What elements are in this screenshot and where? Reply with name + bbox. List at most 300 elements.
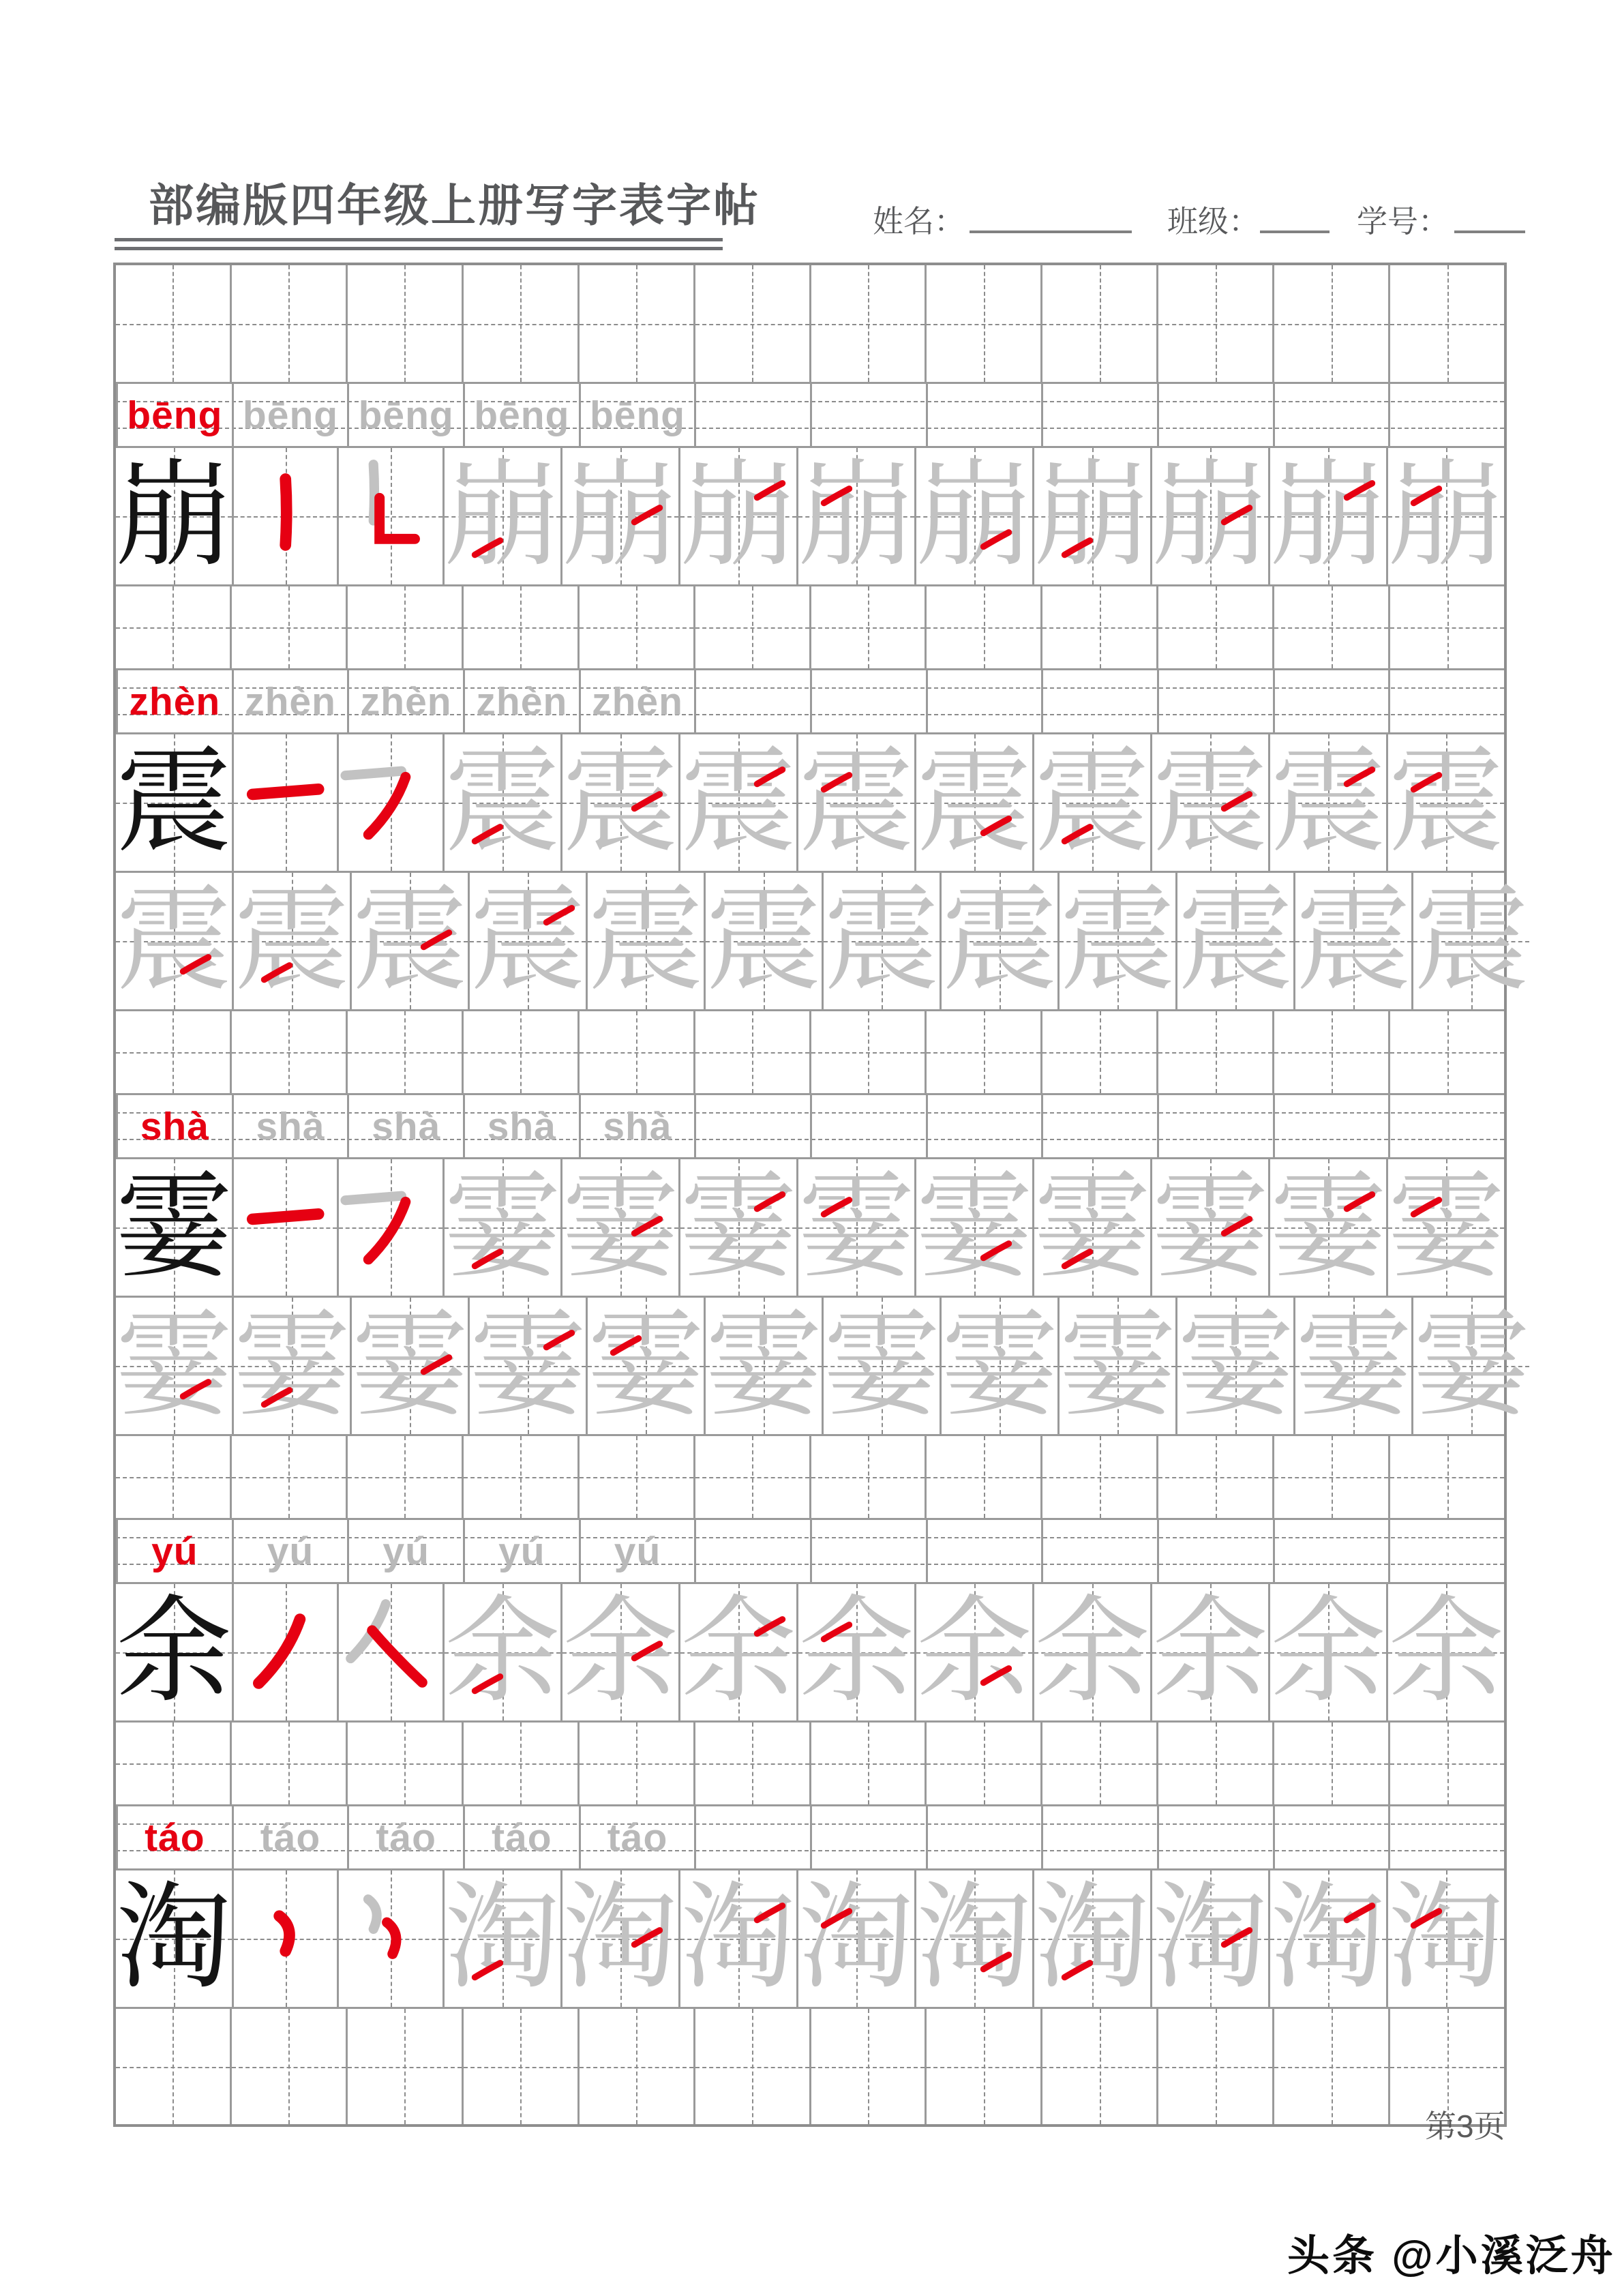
trace-character: 余 [1152, 1588, 1268, 1716]
pinyin-cell-red [116, 670, 232, 732]
partial-character: 淘 [1152, 1875, 1268, 2003]
new-stroke-accent-icon [176, 1369, 215, 1408]
stroke-progress-cell [116, 1298, 232, 1434]
trace-character: 霎 [1060, 1302, 1176, 1430]
grid-row-hanzi [116, 732, 1504, 871]
empty-practice-cell [694, 670, 810, 732]
partial-character: 震 [1387, 739, 1504, 867]
partial-character: 崩 [798, 452, 914, 580]
trace-character: 霎 [824, 1302, 940, 1430]
empty-practice-cell [462, 1011, 577, 1093]
empty-practice-cell [462, 1436, 577, 1518]
empty-practice-cell [1388, 670, 1504, 732]
new-stroke-accent-icon [976, 1230, 1016, 1270]
pinyin-trace-text: bēng [589, 393, 686, 437]
trace-character: 震 [824, 877, 940, 1005]
pinyin-text: bēng [127, 393, 223, 437]
stroke-progress-cell [1268, 448, 1386, 584]
empty-practice-cell [1388, 1520, 1504, 1582]
pinyin-cell-red [116, 1095, 232, 1157]
trace-character-cell [704, 1298, 822, 1434]
partial-character: 震 [1152, 739, 1268, 867]
main-character: 崩 [116, 452, 232, 580]
stroke-progress-cell [1032, 448, 1150, 584]
pinyin-cell-gray [579, 384, 695, 446]
new-stroke-accent-icon [468, 1663, 507, 1703]
stroke-mark-icon [339, 1584, 442, 1720]
grid-row-pinyin [116, 1093, 1504, 1157]
pinyin-cell-red [116, 1806, 232, 1868]
trace-character-cell [822, 873, 940, 1009]
pinyin-trace-text: zhèn [476, 679, 568, 724]
partial-character: 霎 [1034, 1163, 1150, 1292]
pinyin-cell-gray [579, 1095, 695, 1157]
empty-practice-cell [926, 1095, 1042, 1157]
empty-practice-cell [346, 586, 462, 668]
grid-row-hanzi [116, 446, 1504, 584]
stroke-progress-cell [796, 734, 914, 871]
empty-practice-cell [346, 1723, 462, 1804]
partial-character: 震 [234, 877, 350, 1005]
empty-practice-cell [116, 2009, 230, 2124]
grid-row-pinyin [116, 1518, 1504, 1582]
empty-practice-cell [1156, 1436, 1272, 1518]
empty-practice-cell [1157, 384, 1273, 446]
empty-practice-cell [1041, 670, 1157, 732]
class-label: 班级： [1167, 204, 1260, 239]
partial-character: 余 [916, 1588, 1032, 1716]
empty-practice-cell [577, 1011, 693, 1093]
main-character-cell [116, 448, 232, 584]
pinyin-trace-text: yú [498, 1529, 545, 1573]
stroke-cell-1 [232, 1870, 337, 2007]
pinyin-cell-gray [347, 670, 463, 732]
new-stroke-accent-icon [627, 1206, 667, 1245]
empty-practice-cell [1156, 586, 1272, 668]
empty-practice-cell [230, 265, 346, 382]
pinyin-text: shà [140, 1104, 209, 1148]
empty-practice-cell [926, 384, 1042, 446]
pinyin-trace-text: yú [382, 1529, 430, 1573]
empty-practice-cell [116, 1436, 230, 1518]
new-stroke-accent-icon [817, 1611, 856, 1651]
empty-practice-cell [1388, 1436, 1504, 1518]
stroke-progress-cell [1150, 734, 1268, 871]
new-stroke-accent-icon [817, 762, 856, 801]
stroke-cell-2 [337, 1159, 442, 1296]
empty-practice-cell [462, 586, 577, 668]
new-stroke-accent-icon [1340, 1892, 1379, 1932]
partial-character: 淘 [1270, 1875, 1386, 2003]
trace-character-cell [940, 873, 1057, 1009]
empty-practice-cell [810, 670, 926, 732]
empty-practice-cell [462, 1723, 577, 1804]
empty-practice-cell [1157, 1520, 1273, 1582]
trace-character-cell [1057, 1298, 1175, 1434]
new-stroke-accent-icon [750, 756, 790, 796]
trace-character-cell [1268, 1584, 1386, 1720]
empty-practice-cell [1157, 670, 1273, 732]
empty-practice-cell [1388, 1806, 1504, 1868]
partial-character: 淘 [680, 1875, 796, 2003]
grid-row-spacer [116, 1720, 1504, 1804]
empty-practice-cell [694, 384, 810, 446]
trace-character: 震 [1295, 877, 1412, 1005]
empty-practice-cell [577, 2009, 693, 2124]
stroke-progress-cell [914, 734, 1032, 871]
stroke-progress-cell [442, 1584, 560, 1720]
empty-practice-cell [1273, 670, 1389, 732]
empty-practice-cell [116, 265, 230, 382]
pinyin-cell-gray [347, 384, 463, 446]
pinyin-cell-gray [463, 670, 579, 732]
empty-practice-cell [1388, 384, 1504, 446]
pinyin-trace-text: bēng [242, 393, 339, 437]
partial-character: 霎 [352, 1302, 468, 1430]
stroke-progress-cell [1268, 734, 1386, 871]
empty-practice-cell [693, 1723, 809, 1804]
trace-character: 霎 [1177, 1302, 1294, 1430]
empty-practice-cell [1388, 1723, 1504, 1804]
empty-practice-cell [1273, 1520, 1389, 1582]
stroke-progress-cell [1032, 1159, 1150, 1296]
stroke-progress-cell [1150, 448, 1268, 584]
empty-practice-cell [230, 1723, 346, 1804]
empty-practice-cell [1388, 265, 1504, 382]
new-stroke-accent-icon [1407, 1898, 1446, 1937]
empty-practice-cell [925, 1011, 1040, 1093]
stroke-progress-cell [1268, 1870, 1386, 2007]
empty-practice-cell [1156, 265, 1272, 382]
new-stroke-accent-icon [627, 1630, 667, 1670]
stroke-progress-cell [1386, 448, 1504, 584]
empty-practice-cell [810, 1520, 926, 1582]
partial-character: 崩 [1387, 452, 1504, 580]
new-stroke-accent-icon [176, 944, 215, 983]
trace-character-cell [704, 873, 822, 1009]
grid-row-spacertall [116, 265, 1504, 382]
grid-row-spacer [116, 1009, 1504, 1093]
new-stroke-accent-icon [606, 1325, 646, 1365]
partial-character: 淘 [444, 1875, 560, 2003]
partial-character: 霎 [234, 1302, 350, 1430]
new-stroke-accent-icon [750, 1181, 790, 1221]
partial-character: 崩 [444, 452, 560, 580]
stroke-mark-icon [234, 1584, 337, 1720]
class-blank-line [1260, 230, 1330, 233]
pinyin-cell-gray [232, 1806, 348, 1868]
stroke-progress-cell [442, 1870, 560, 2007]
empty-practice-cell [1273, 384, 1389, 446]
grid-row-pinyin [116, 382, 1504, 446]
grid-row-pinyin [116, 1804, 1504, 1868]
empty-practice-cell [1040, 1011, 1156, 1093]
partial-character: 霎 [916, 1163, 1032, 1292]
student-id-label: 学号： [1357, 204, 1450, 239]
partial-character: 震 [916, 739, 1032, 867]
partial-character: 霎 [116, 1302, 232, 1430]
stroke-progress-cell [1268, 1159, 1386, 1296]
stroke-cell-1 [232, 734, 337, 871]
grid-row-pinyin [116, 668, 1504, 732]
trace-character-cell [940, 1298, 1057, 1434]
stroke-progress-cell [232, 873, 350, 1009]
pinyin-cell-gray [347, 1520, 463, 1582]
partial-character: 震 [444, 739, 560, 867]
pinyin-trace-text: shà [372, 1104, 441, 1148]
new-stroke-accent-icon [976, 805, 1016, 845]
stroke-progress-cell [442, 448, 560, 584]
trace-character: 霎 [706, 1302, 822, 1430]
new-stroke-accent-icon [1340, 470, 1379, 509]
stroke-mark-icon [234, 734, 337, 871]
partial-character: 霎 [470, 1302, 586, 1430]
pinyin-trace-text: shà [487, 1104, 556, 1148]
empty-practice-cell [1272, 265, 1388, 382]
empty-practice-cell [1041, 1095, 1157, 1157]
empty-practice-cell [1040, 2009, 1156, 2124]
pinyin-cell-gray [232, 384, 348, 446]
main-character: 霎 [116, 1163, 232, 1292]
stroke-progress-cell [796, 1584, 914, 1720]
pinyin-trace-text: táo [492, 1815, 552, 1860]
partial-character: 崩 [562, 452, 678, 580]
trace-character: 霎 [1295, 1302, 1412, 1430]
grid-row-hanzi [116, 1157, 1504, 1296]
empty-practice-cell [116, 1011, 230, 1093]
trace-character: 震 [706, 877, 822, 1005]
new-stroke-accent-icon [1217, 1206, 1257, 1245]
pinyin-cell-gray [579, 670, 695, 732]
new-stroke-accent-icon [1217, 494, 1257, 534]
empty-practice-cell [809, 265, 925, 382]
trace-character-cell [1293, 1298, 1411, 1434]
grid-row-spacerend [116, 2007, 1504, 2124]
pinyin-text: zhèn [129, 679, 221, 724]
stroke-progress-cell [468, 1298, 586, 1434]
new-stroke-accent-icon [976, 1941, 1016, 1981]
empty-practice-cell [1273, 1095, 1389, 1157]
pinyin-trace-text: yú [614, 1529, 661, 1573]
pinyin-trace-text: shà [256, 1104, 325, 1148]
empty-practice-cell [1156, 1723, 1272, 1804]
empty-practice-cell [694, 1095, 810, 1157]
stroke-progress-cell [560, 448, 678, 584]
main-character-cell [116, 1159, 232, 1296]
empty-practice-cell [1272, 586, 1388, 668]
partial-character: 震 [562, 739, 678, 867]
stroke-progress-cell [914, 1584, 1032, 1720]
new-stroke-accent-icon [468, 1238, 507, 1278]
empty-practice-cell [1157, 1095, 1273, 1157]
stroke-progress-cell [560, 1584, 678, 1720]
empty-practice-cell [925, 1436, 1040, 1518]
empty-practice-cell [925, 265, 1040, 382]
empty-practice-cell [810, 384, 926, 446]
trace-character: 余 [1034, 1588, 1150, 1716]
partial-character: 余 [680, 1588, 796, 1716]
partial-character: 震 [1270, 739, 1386, 867]
empty-practice-cell [1040, 586, 1156, 668]
empty-practice-cell [694, 1806, 810, 1868]
new-stroke-accent-icon [257, 952, 297, 992]
empty-practice-cell [926, 670, 1042, 732]
stroke-cell-2 [337, 1584, 442, 1720]
empty-practice-cell [693, 1436, 809, 1518]
empty-practice-cell [926, 1806, 1042, 1868]
stroke-mark-icon [339, 448, 442, 584]
new-stroke-accent-icon [976, 519, 1016, 558]
stroke-cell-1 [232, 1584, 337, 1720]
new-stroke-accent-icon [1407, 475, 1446, 515]
partial-character: 震 [470, 877, 586, 1005]
new-stroke-accent-icon [1217, 781, 1257, 820]
partial-character: 霎 [1152, 1163, 1268, 1292]
stroke-cell-2 [337, 448, 442, 584]
new-stroke-accent-icon [1340, 1181, 1379, 1221]
new-stroke-accent-icon [468, 814, 507, 853]
trace-character: 余 [1387, 1588, 1504, 1716]
new-stroke-accent-icon [1217, 1917, 1257, 1956]
stroke-progress-cell [560, 1870, 678, 2007]
empty-practice-cell [1388, 1095, 1504, 1157]
stroke-mark-icon [234, 1870, 337, 2007]
empty-practice-cell [1041, 1520, 1157, 1582]
main-character-cell [116, 1870, 232, 2007]
trace-character: 震 [588, 877, 704, 1005]
grid-row-spacer [116, 584, 1504, 668]
grid-row-hanzi [116, 1296, 1530, 1434]
empty-practice-cell [1388, 586, 1504, 668]
main-character: 淘 [116, 1875, 232, 2003]
trace-character-cell [1411, 1298, 1529, 1434]
empty-practice-cell [462, 2009, 577, 2124]
title-underline-top [115, 238, 723, 241]
pinyin-cell-gray [463, 1806, 579, 1868]
stroke-progress-cell [1386, 1870, 1504, 2007]
stroke-progress-cell [232, 1298, 350, 1434]
empty-practice-cell [1388, 1011, 1504, 1093]
pinyin-trace-text: zhèn [592, 679, 683, 724]
new-stroke-accent-icon [1057, 814, 1097, 853]
title-underline-bottom [115, 247, 723, 250]
stroke-progress-cell [116, 873, 232, 1009]
new-stroke-accent-icon [1057, 1950, 1097, 1989]
stroke-cell-2 [337, 734, 442, 871]
pinyin-cell-gray [232, 1520, 348, 1582]
empty-practice-cell [577, 1723, 693, 1804]
partial-character: 震 [116, 877, 232, 1005]
stroke-mark-icon [234, 1159, 337, 1296]
empty-practice-cell [346, 1436, 462, 1518]
partial-character: 余 [444, 1588, 560, 1716]
empty-practice-cell [693, 265, 809, 382]
grid-row-spacer [116, 1434, 1504, 1518]
new-stroke-accent-icon [627, 494, 667, 534]
empty-practice-cell [809, 586, 925, 668]
empty-practice-cell [346, 265, 462, 382]
stroke-progress-cell [468, 873, 586, 1009]
stroke-cell-2 [337, 1870, 442, 2007]
empty-practice-cell [1040, 1723, 1156, 1804]
empty-practice-cell [116, 1723, 230, 1804]
partial-character: 震 [680, 739, 796, 867]
pinyin-cell-red [116, 1520, 232, 1582]
empty-practice-cell [694, 1520, 810, 1582]
empty-practice-cell [809, 1723, 925, 1804]
pinyin-cell-gray [347, 1095, 463, 1157]
new-stroke-accent-icon [1057, 527, 1097, 567]
new-stroke-accent-icon [627, 1917, 667, 1956]
partial-character: 崩 [680, 452, 796, 580]
stroke-progress-cell [796, 1159, 914, 1296]
main-character: 震 [116, 739, 232, 867]
trace-character-cell [1386, 1584, 1504, 1720]
partial-character: 震 [1034, 739, 1150, 867]
trace-character-cell [586, 873, 704, 1009]
new-stroke-accent-icon [257, 1377, 297, 1416]
stroke-mark-icon [339, 1870, 442, 2007]
stroke-progress-cell [678, 1870, 796, 2007]
pinyin-trace-text: táo [260, 1815, 321, 1860]
stroke-progress-cell [796, 448, 914, 584]
stroke-progress-cell [442, 734, 560, 871]
partial-character: 霎 [1270, 1163, 1386, 1292]
empty-practice-cell [577, 265, 693, 382]
trace-character: 震 [942, 877, 1058, 1005]
partial-character: 震 [798, 739, 914, 867]
watermark: 头条 @小溪泛舟 [1287, 2233, 1616, 2280]
empty-practice-cell [346, 2009, 462, 2124]
stroke-progress-cell [560, 734, 678, 871]
new-stroke-accent-icon [1340, 756, 1379, 796]
stroke-progress-cell [560, 1159, 678, 1296]
stroke-progress-cell [350, 873, 468, 1009]
empty-practice-cell [1272, 1723, 1388, 1804]
stroke-cell-1 [232, 1159, 337, 1296]
pinyin-cell-gray [579, 1520, 695, 1582]
stroke-mark-icon [339, 1159, 442, 1296]
pinyin-trace-text: yú [267, 1529, 314, 1573]
partial-character: 余 [798, 1588, 914, 1716]
trace-character: 震 [1177, 877, 1294, 1005]
empty-practice-cell [810, 1095, 926, 1157]
new-stroke-accent-icon [1057, 1238, 1097, 1278]
stroke-progress-cell [1032, 734, 1150, 871]
empty-practice-cell [693, 586, 809, 668]
page-title: 部编版四年级上册写字表字帖 [149, 180, 760, 230]
stroke-progress-cell [1386, 1159, 1504, 1296]
partial-character: 崩 [1270, 452, 1386, 580]
main-character: 余 [116, 1588, 232, 1716]
empty-practice-cell [230, 2009, 346, 2124]
stroke-progress-cell [914, 448, 1032, 584]
partial-character: 霎 [444, 1163, 560, 1292]
trace-character: 震 [1060, 877, 1176, 1005]
stroke-mark-icon [234, 448, 337, 584]
empty-practice-cell [116, 586, 230, 668]
stroke-progress-cell [678, 448, 796, 584]
stroke-progress-cell [914, 1870, 1032, 2007]
pinyin-cell-gray [579, 1806, 695, 1868]
empty-practice-cell [809, 1436, 925, 1518]
pinyin-cell-gray [463, 384, 579, 446]
stroke-progress-cell [586, 1298, 704, 1434]
empty-practice-cell [693, 2009, 809, 2124]
empty-practice-cell [809, 2009, 925, 2124]
trace-character-cell [1175, 873, 1293, 1009]
new-stroke-accent-icon [539, 895, 579, 934]
